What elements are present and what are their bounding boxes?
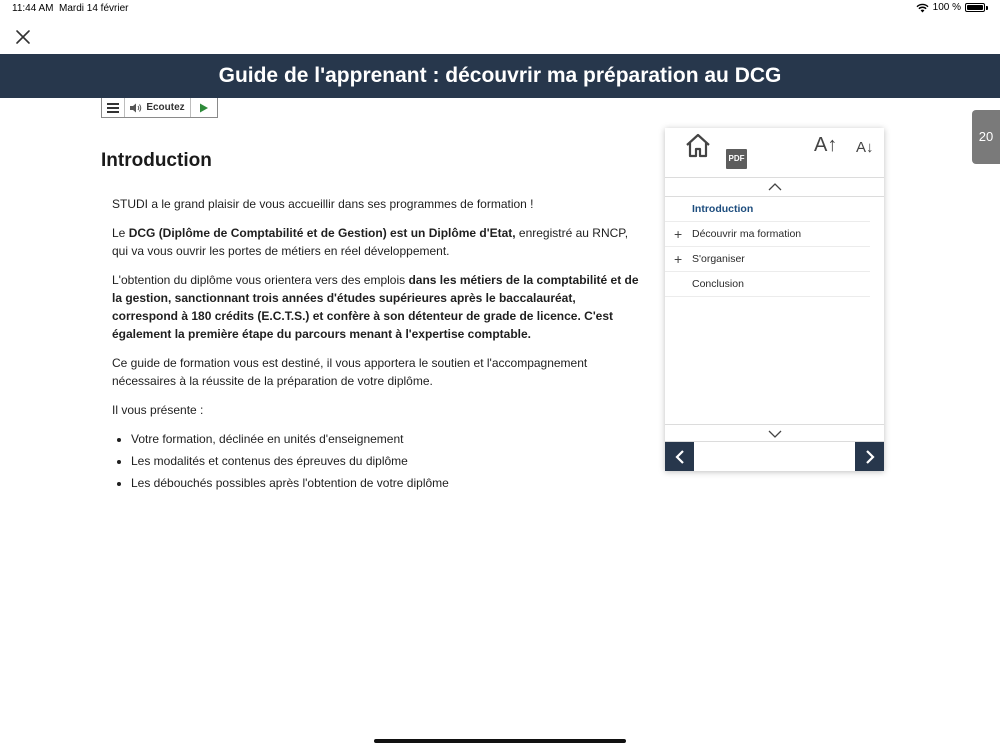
list-item: • Les débouchés possibles après l'obtention de votre diplôme: [131, 474, 641, 492]
paragraph-dcg-suffix: enregistré au RNCP, qui va vous ouvrir les portes de métiers en réel développement.: [112, 226, 629, 258]
home-button[interactable]: [685, 133, 711, 159]
paragraph-careers-prefix: L'obtention du diplôme vous orientera vers des emplois: [112, 273, 409, 287]
content-body: [101, 195, 641, 492]
toc-item-label: Introduction: [692, 203, 754, 215]
status-time: 11:44 AM: [12, 3, 54, 14]
chevron-down-icon: [768, 430, 782, 438]
status-right-group: [916, 2, 988, 13]
expand-icon: +: [674, 226, 683, 242]
home-icon: [685, 133, 711, 159]
battery-icon: [965, 3, 985, 12]
toc-item-label: Découvrir ma formation: [692, 228, 802, 240]
battery-percentage: 100 %: [932, 2, 961, 13]
toc-item-sorganiser[interactable]: [665, 247, 870, 272]
toc-item-conclusion[interactable]: [665, 272, 870, 297]
battery-level: [967, 5, 983, 10]
wifi-icon: [916, 3, 929, 13]
paragraph-presents: Il vous présente :: [112, 403, 204, 417]
list-item: • Votre formation, déclinée en unités d'enseignement: [131, 430, 641, 448]
toc-item-introduction[interactable]: [665, 197, 870, 222]
scroll-up-button[interactable]: [665, 178, 884, 197]
close-button[interactable]: [12, 26, 34, 48]
paragraph-dcg: [112, 224, 641, 260]
pdf-icon: PDF: [728, 154, 745, 163]
play-button[interactable]: [191, 98, 217, 117]
speaker-icon: [130, 103, 142, 113]
toc-item-label: Conclusion: [692, 278, 744, 290]
menu-icon: [107, 103, 119, 113]
paragraph-careers: [112, 271, 641, 343]
page-navigation: [665, 441, 884, 471]
toc-item-label: S'organiser: [692, 253, 745, 265]
status-date: Mardi 14 février: [59, 3, 129, 14]
paragraph-dcg-prefix: Le: [112, 226, 129, 240]
listen-label: Ecoutez: [146, 102, 185, 113]
pdf-button[interactable]: [726, 149, 747, 169]
font-decrease-button[interactable]: A↓: [856, 139, 874, 156]
section-heading: Introduction: [101, 150, 212, 171]
font-increase-button[interactable]: A↑: [814, 134, 838, 156]
toc-list: [665, 197, 884, 425]
side-tab-label: 20: [978, 129, 994, 144]
chevron-right-icon: [865, 450, 875, 464]
close-icon: [12, 26, 34, 48]
chevron-left-icon: [675, 450, 685, 464]
paragraph-welcome: STUDI a le grand plaisir de vous accueillir dans ses programmes de formation !: [112, 197, 534, 211]
list-item: • Les modalités et contenus des épreuves du diplôme: [131, 452, 641, 470]
expand-icon: +: [674, 251, 683, 267]
side-tab[interactable]: [972, 110, 1000, 164]
status-bar: [0, 0, 1000, 18]
chevron-up-icon: [768, 183, 782, 191]
play-icon: [199, 103, 209, 113]
panel-toolbar: [665, 128, 884, 178]
page-title-banner: [0, 54, 1000, 98]
page-title: Guide de l'apprenant : découvrir ma préparation au DCG: [218, 64, 782, 87]
battery-tip: [986, 6, 988, 10]
audio-menu-button[interactable]: [102, 98, 125, 117]
navigation-panel: [665, 128, 884, 471]
toc-item-decouvrir[interactable]: [665, 222, 870, 247]
next-page-button[interactable]: [855, 442, 884, 471]
home-indicator[interactable]: [374, 739, 626, 743]
previous-page-button[interactable]: [665, 442, 694, 471]
paragraph-guide: Ce guide de formation vous est destiné, il vous apportera le soutien et l'accompagnement nécessaires à la réussite de la préparation de votre diplôme.: [112, 356, 588, 388]
paragraph-dcg-bold: DCG (Diplôme de Comptabilité et de Gestion) est un Diplôme d'Etat,: [128, 226, 516, 240]
paragraph-careers-bold: dans les métiers de la comptabilité et de la gestion, sanctionnant trois années d'études supérieures après le baccalauréat, correspond à 180 crédits (E.C.T.S.) et confère à son détenteur de grade de licence. C'est également la première étape du parcours menant à l'expertise comptable.: [112, 273, 639, 341]
audio-toolbar: [101, 98, 218, 118]
listen-button[interactable]: [125, 98, 191, 117]
topics-list: [112, 430, 641, 492]
main-content: [101, 150, 641, 496]
